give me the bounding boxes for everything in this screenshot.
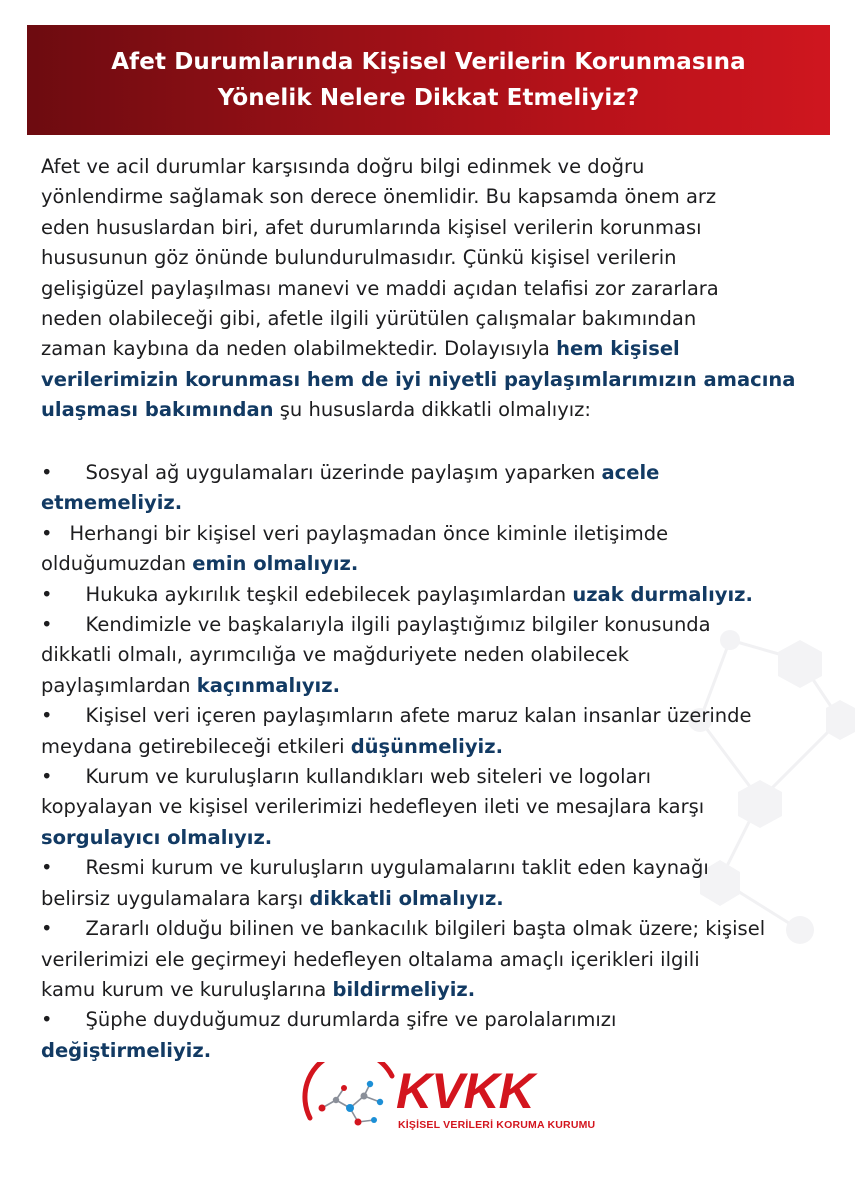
intro-line: gelişigüzel paylaşılması manevi ve maddi açıdan telafisi zor zararlara — [41, 276, 719, 300]
bullet-symbol: • — [41, 917, 53, 941]
article-body — [41, 152, 821, 1062]
item-text: Kişisel veri içeren paylaşımların afete maruz kalan insanlar üzerinde — [85, 704, 752, 728]
page-title-line-2: Yönelik Nelere Dikkat Etmeliyiz? — [217, 85, 640, 111]
item-text: kopyalayan ve kişisel verilerimizi hedefleyen ileti ve mesajlara karşı — [41, 795, 705, 819]
item-highlight: düşünmeliyiz. — [350, 734, 503, 758]
intro-paragraph — [41, 152, 821, 426]
item-text: Resmi kurum ve kuruluşların uygulamalarını taklit eden kaynağı — [85, 856, 709, 880]
item-text: meydana getirebileceği etkileri — [41, 734, 351, 758]
intro-text: zaman kaybına da neden olabilmektedir. Dolayısıyla — [41, 337, 557, 361]
logo-subtitle: KİŞİSEL VERİLERİ KORUMA KURUMU — [398, 1119, 596, 1131]
item-highlight: etmemeliyiz. — [41, 491, 183, 515]
intro-highlight: ulaşması bakımından — [41, 398, 274, 422]
list-item — [41, 1005, 821, 1035]
list-item — [41, 580, 821, 610]
item-text: Sosyal ağ uygulamaları üzerinde paylaşım yaparken — [85, 461, 602, 484]
molecule-logo-icon — [300, 1062, 400, 1142]
list-item-continued — [41, 732, 821, 762]
bullet-symbol: • — [41, 856, 53, 880]
list-item — [41, 762, 821, 792]
bullet-symbol: • — [41, 704, 53, 728]
bullet-symbol: • — [41, 521, 53, 545]
bullet-symbol: • — [41, 1008, 53, 1032]
tips-list — [41, 458, 821, 1066]
list-item — [41, 610, 821, 640]
kvkk-logo — [300, 1062, 596, 1142]
list-item-continued — [41, 640, 821, 670]
list-item — [41, 458, 821, 488]
item-text: Kendimizle ve başkalarıyla ilgili paylaştığımız bilgiler konusunda — [85, 613, 711, 637]
item-highlight: acele — [601, 461, 660, 484]
page-title-line-1: Afet Durumlarında Kişisel Verilerin Korunmasına — [111, 49, 746, 75]
item-text: paylaşımlardan — [41, 673, 197, 697]
intro-line — [41, 365, 821, 395]
item-highlight: bildirmeliyiz. — [332, 977, 476, 1001]
item-text: dikkatli olmalı, ayrımcılığa ve mağduriyete neden olabilecek — [41, 643, 630, 667]
item-highlight: değiştirmeliyiz. — [41, 1038, 212, 1062]
logo-wordmark: KVKK — [396, 1063, 534, 1119]
item-text: kamu kurum ve kuruluşlarına — [41, 977, 333, 1001]
list-item-continued — [41, 975, 821, 1005]
list-item-continued — [41, 823, 821, 853]
item-highlight: sorgulayıcı olmalıyız. — [41, 825, 273, 849]
item-text: Şüphe duyduğumuz durumlarda şifre ve parolalarımızı — [85, 1008, 617, 1032]
bullet-symbol: • — [41, 765, 53, 789]
intro-line: Afet ve acil durumlar karşısında doğru bilgi edinmek ve doğru — [41, 155, 645, 178]
list-item-continued — [41, 671, 821, 701]
list-item — [41, 853, 821, 883]
list-item — [41, 701, 821, 731]
list-item-continued — [41, 884, 821, 914]
item-text: olduğumuzdan — [41, 552, 193, 576]
intro-line: yönlendirme sağlamak son derece önemlidir. Bu kapsamda önem arz — [41, 185, 717, 209]
item-highlight: emin olmalıyız. — [192, 552, 359, 576]
list-item — [41, 519, 821, 549]
item-text: Zararlı olduğu bilinen ve bankacılık bilgileri başta olmak üzere; kişisel — [85, 917, 766, 941]
intro-line — [41, 395, 821, 425]
item-text: Herhangi bir kişisel veri paylaşmadan önce kiminle iletişimde — [69, 521, 669, 545]
bullet-symbol: • — [41, 613, 53, 637]
intro-line — [41, 334, 821, 364]
intro-line: hususunun göz önünde bulundurulmasıdır. Çünkü kişisel verilerin — [41, 246, 677, 270]
list-item — [41, 914, 821, 944]
intro-line: neden olabileceği gibi, afetle ilgili yürütülen çalışmalar bakımından — [41, 307, 697, 331]
item-highlight: dikkatli olmalıyız. — [309, 886, 504, 910]
list-item-continued — [41, 792, 821, 822]
bullet-symbol: • — [41, 582, 53, 606]
bullet-symbol: • — [41, 461, 53, 484]
title-banner — [27, 25, 830, 135]
list-item-continued — [41, 945, 821, 975]
intro-text: şu hususlarda dikkatli olmalıyız: — [273, 398, 591, 422]
intro-line: eden hususlardan biri, afet durumlarında kişisel verilerin korunması — [41, 215, 702, 239]
list-item-continued — [41, 488, 821, 518]
intro-highlight: verilerimizin korunması hem de iyi niyetli paylaşımlarımızın amacına — [41, 367, 796, 391]
item-text: Hukuka aykırılık teşkil edebilecek paylaşımlardan — [85, 582, 573, 606]
intro-highlight: hem kişisel — [556, 337, 680, 361]
item-highlight: uzak durmalıyız. — [572, 582, 753, 606]
list-item-continued — [41, 549, 821, 579]
item-text: Kurum ve kuruluşların kullandıkları web siteleri ve logoları — [85, 765, 651, 789]
item-text: verilerimizi ele geçirmeyi hedefleyen oltalama amaçlı içerikleri ilgili — [41, 947, 700, 971]
item-highlight: kaçınmalıyız. — [196, 673, 340, 697]
item-text: belirsiz uygulamalara karşı — [41, 886, 310, 910]
